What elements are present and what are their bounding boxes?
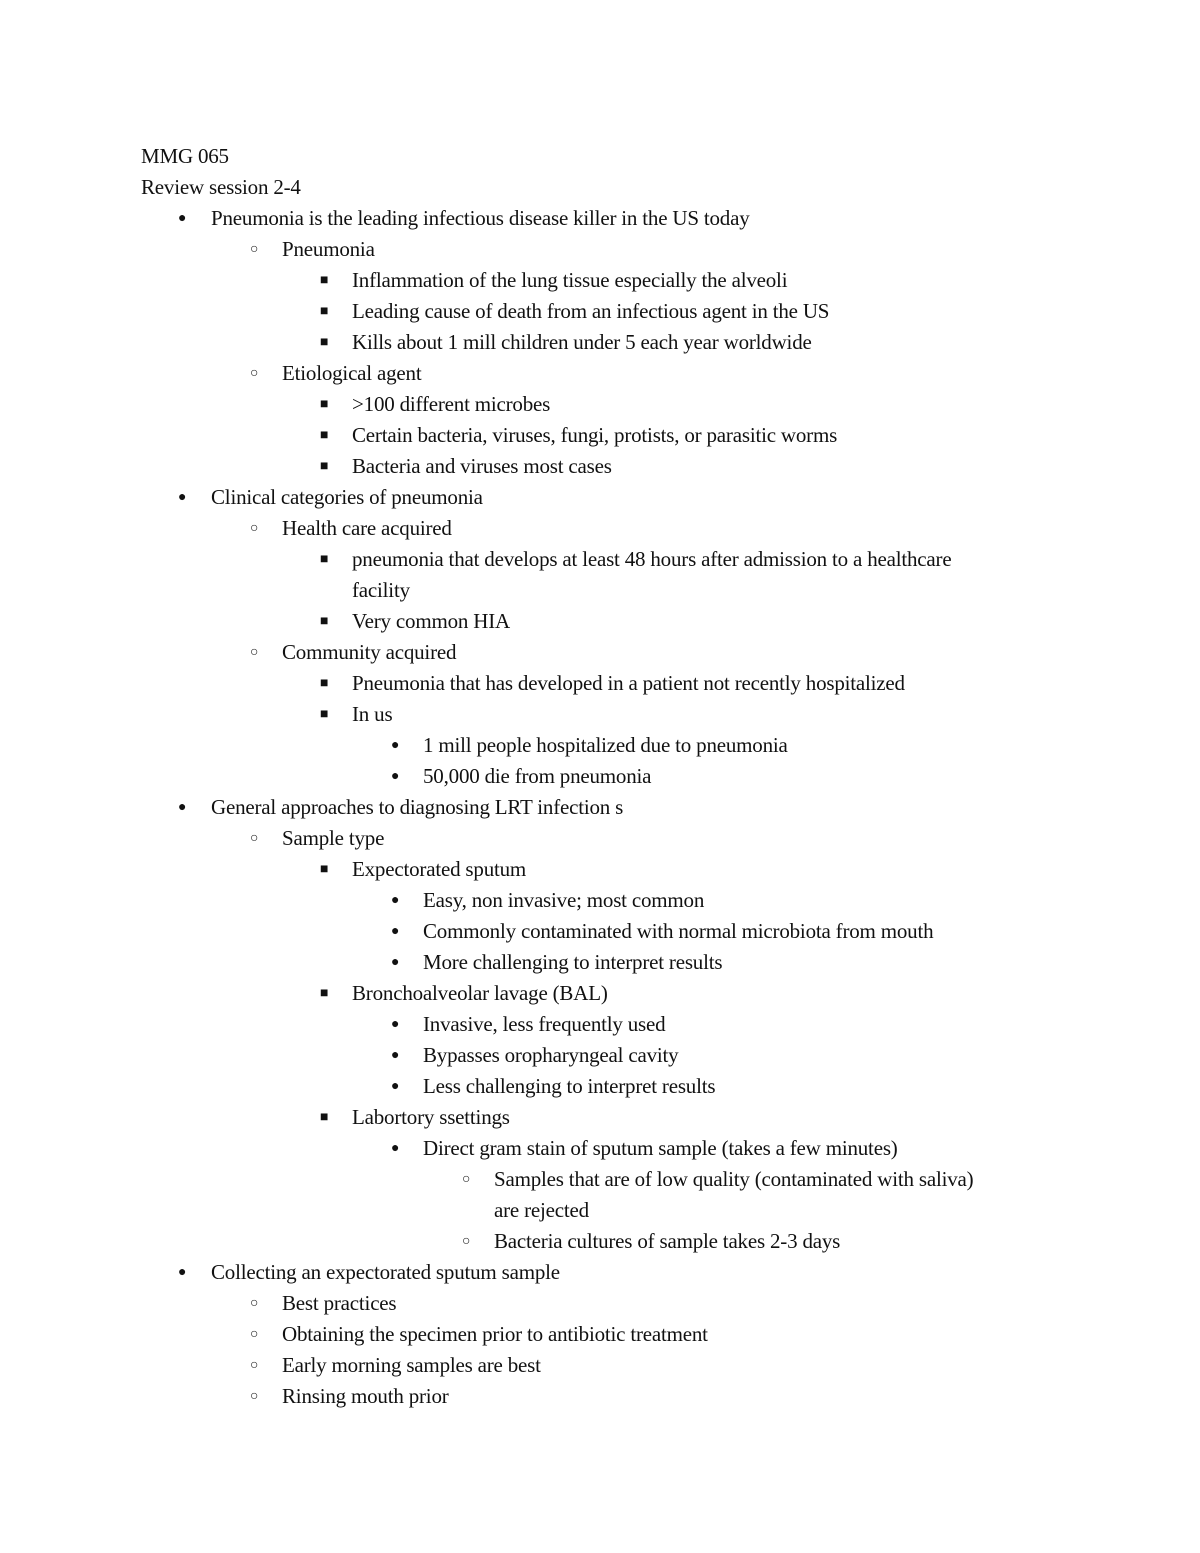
outline-item: Collecting an expectorated sputum sample — [211, 1260, 560, 1284]
bullet-icon: ● — [391, 955, 400, 970]
bullet-icon: ● — [391, 738, 400, 753]
square-bullet-icon: ■ — [320, 676, 329, 691]
outline-item: Obtaining the specimen prior to antibiotic treatment — [282, 1322, 708, 1346]
hollow-bullet-icon: ○ — [250, 645, 259, 660]
hollow-bullet-icon: ○ — [250, 1358, 259, 1373]
square-bullet-icon: ■ — [320, 862, 329, 877]
outline-item: 1 mill people hospitalized due to pneumonia — [423, 733, 788, 757]
outline-item: Best practices — [282, 1291, 397, 1315]
bullet-icon: ● — [178, 211, 187, 226]
bullet-icon: ● — [391, 1079, 400, 1094]
bullet-icon: ● — [178, 800, 187, 815]
square-bullet-icon: ■ — [320, 552, 329, 567]
hollow-bullet-icon: ○ — [250, 1327, 259, 1342]
hollow-bullet-icon: ○ — [250, 242, 259, 257]
outline-item: Leading cause of death from an infectious agent in the US — [352, 299, 830, 323]
outline-item: Sample type — [282, 826, 385, 850]
course-title: MMG 065 — [141, 144, 229, 168]
outline-item: Easy, non invasive; most common — [423, 888, 705, 912]
hollow-bullet-icon: ○ — [462, 1172, 471, 1187]
outline-item: Kills about 1 mill children under 5 each year worldwide — [352, 330, 812, 354]
bullet-icon: ● — [391, 1141, 400, 1156]
square-bullet-icon: ■ — [320, 614, 329, 629]
outline-item: Bypasses oropharyngeal cavity — [423, 1043, 679, 1067]
square-bullet-icon: ■ — [320, 273, 329, 288]
outline-item: Certain bacteria, viruses, fungi, protists, or parasitic worms — [352, 423, 838, 447]
square-bullet-icon: ■ — [320, 459, 329, 474]
outline-item: pneumonia that develops at least 48 hours after admission to a healthcare — [352, 547, 952, 571]
outline-item: >100 different microbes — [352, 392, 551, 416]
square-bullet-icon: ■ — [320, 986, 329, 1001]
outline-item: Inflammation of the lung tissue especially the alveoli — [352, 268, 788, 292]
outline-item: Samples that are of low quality (contaminated with saliva) — [494, 1167, 974, 1191]
outline-item: General approaches to diagnosing LRT infection s — [211, 795, 624, 819]
square-bullet-icon: ■ — [320, 304, 329, 319]
hollow-bullet-icon: ○ — [250, 831, 259, 846]
hollow-bullet-icon: ○ — [462, 1234, 471, 1249]
outline-item: Community acquired — [282, 640, 457, 664]
outline-item: Labortory ssettings — [352, 1105, 510, 1129]
hollow-bullet-icon: ○ — [250, 366, 259, 381]
outline-item: 50,000 die from pneumonia — [423, 764, 652, 788]
outline-item: Clinical categories of pneumonia — [211, 485, 483, 509]
hollow-bullet-icon: ○ — [250, 521, 259, 536]
outline-item: Direct gram stain of sputum sample (takes a few minutes) — [423, 1136, 898, 1160]
outline-item: Very common HIA — [352, 609, 510, 633]
outline-item: Pneumonia — [282, 237, 375, 261]
hollow-bullet-icon: ○ — [250, 1389, 259, 1404]
outline-item: Pneumonia that has developed in a patient not recently hospitalized — [352, 671, 905, 695]
bullet-icon: ● — [391, 924, 400, 939]
outline-item: Expectorated sputum — [352, 857, 527, 881]
square-bullet-icon: ■ — [320, 1110, 329, 1125]
square-bullet-icon: ■ — [320, 397, 329, 412]
outline-item: Invasive, less frequently used — [423, 1012, 666, 1036]
outline-item: Rinsing mouth prior — [282, 1384, 449, 1408]
outline-item: Etiological agent — [282, 361, 422, 385]
bullet-icon: ● — [178, 490, 187, 505]
square-bullet-icon: ■ — [320, 707, 329, 722]
bullet-icon: ● — [391, 769, 400, 784]
outline-item-continuation: facility — [352, 578, 410, 602]
outline-item: Bacteria cultures of sample takes 2-3 days — [494, 1229, 841, 1253]
outline-item: Bronchoalveolar lavage (BAL) — [352, 981, 608, 1005]
bullet-icon: ● — [391, 1017, 400, 1032]
outline-item: In us — [352, 702, 393, 726]
outline-item: Bacteria and viruses most cases — [352, 454, 612, 478]
hollow-bullet-icon: ○ — [250, 1296, 259, 1311]
outline-item: Health care acquired — [282, 516, 452, 540]
outline-item-continuation: are rejected — [494, 1198, 589, 1222]
outline-item: Less challenging to interpret results — [423, 1074, 716, 1098]
outline-item: Pneumonia is the leading infectious disease killer in the US today — [211, 206, 750, 230]
outline-item: Early morning samples are best — [282, 1353, 541, 1377]
outline-item: More challenging to interpret results — [423, 950, 723, 974]
bullet-icon: ● — [391, 1048, 400, 1063]
outline-item: Commonly contaminated with normal microbiota from mouth — [423, 919, 934, 943]
square-bullet-icon: ■ — [320, 335, 329, 350]
square-bullet-icon: ■ — [320, 428, 329, 443]
session-title: Review session 2-4 — [141, 175, 301, 199]
bullet-icon: ● — [391, 893, 400, 908]
bullet-icon: ● — [178, 1265, 187, 1280]
